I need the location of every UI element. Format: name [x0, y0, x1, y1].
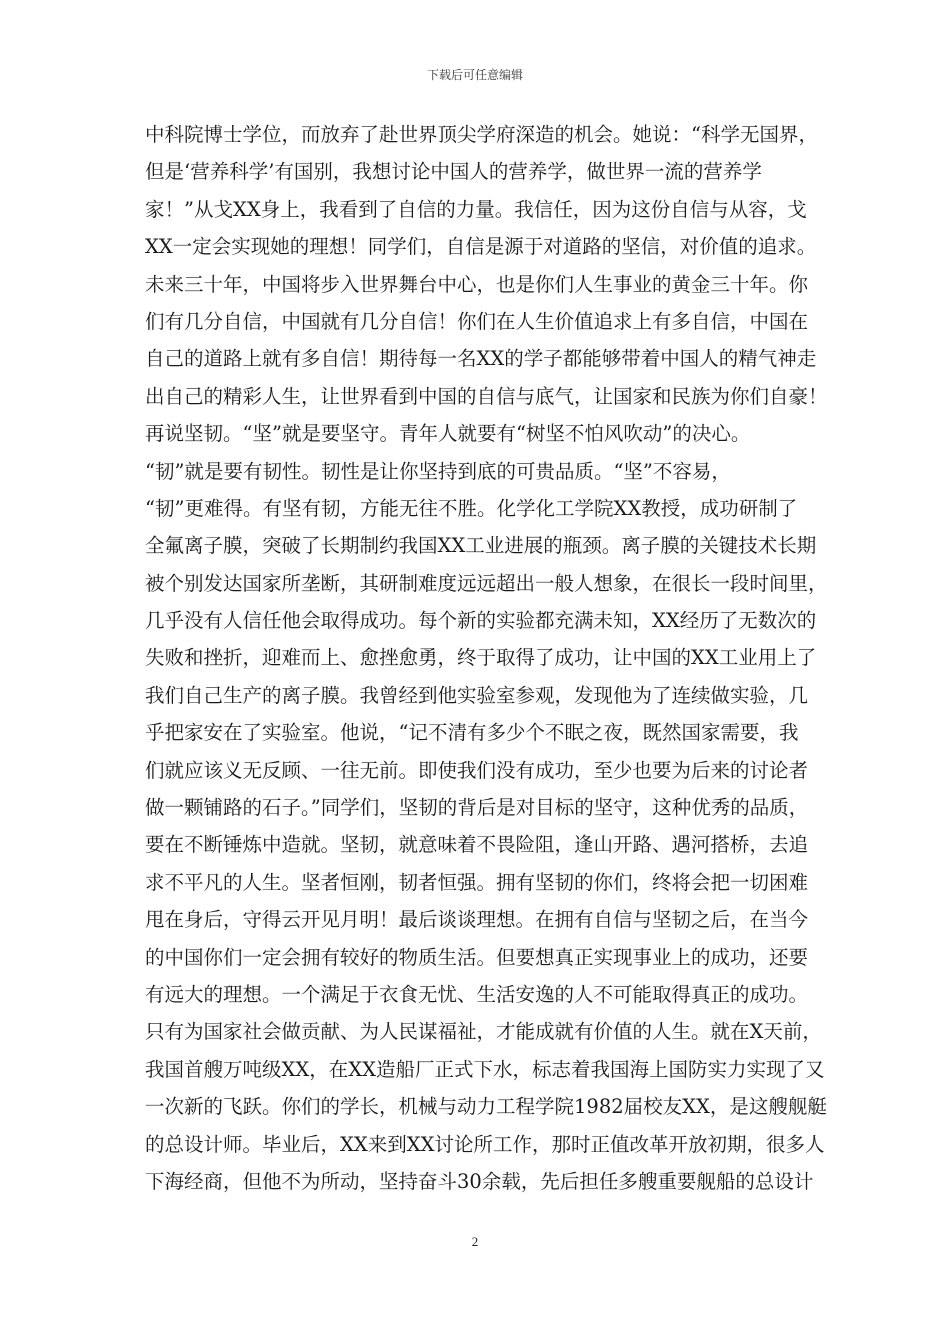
text-line: 们有几分自信，中国就有几分自信！你们在人生价值追求上有多自信，中国在 — [145, 309, 809, 333]
text-line: 一次新的飞跃。你们的学长，机械与动力工程学院1982届校友XX，是这艘舰艇 — [145, 1095, 827, 1119]
text-line: 家！”从戈XX身上，我看到了自信的力量。我信任，因为这份自信与从容，戈 — [145, 197, 807, 221]
text-line: 求不平凡的人生。坚者恒刚，韧者恒强。拥有坚韧的你们，终将会把一切困难 — [145, 870, 809, 894]
text-line: 失败和挫折，迎难而上、愈挫愈勇，终于取得了成功，让中国的XX工业用上了 — [145, 646, 817, 670]
text-line: 几乎没有人信任他会取得成功。每个新的实验都充满未知，XX经历了无数次的 — [145, 609, 817, 633]
text-line: 有远大的理想。一个满足于衣食无忧、生活安逸的人不可能取得真正的成功。 — [145, 982, 809, 1006]
text-line: “韧”就是要有韧性。韧性是让你坚持到底的可贵品质。“坚”不容易， — [145, 459, 731, 483]
text-line: 出自己的精彩人生，让世界看到中国的自信与底气，让国家和民族为你们自豪！ — [145, 384, 828, 408]
text-line: 甩在身后，守得云开见月明！最后谈谈理想。在拥有自信与坚韧之后，在当今 — [145, 908, 809, 932]
text-line: 全氟离子膜，突破了长期制约我国XX工业进展的瓶颈。离子膜的关键技术长期 — [145, 534, 817, 558]
text-line: 被个别发达国家所垄断，其研制难度远远超出一般人想象，在很长一段时间里， — [145, 571, 828, 595]
text-line: 我们自己生产的离子膜。我曾经到他实验室参观，发现他为了连续做实验，几 — [145, 683, 809, 707]
text-line: 的总设计师。毕业后，XX来到XX讨论所工作，那时正值改革开放初期，很多人 — [145, 1132, 825, 1156]
text-line: 乎把家安在了实验室。他说，“记不清有多少个不眠之夜，既然国家需要，我 — [145, 721, 799, 745]
text-line: 再说坚韧。“坚”就是要坚守。青年人就要有“树坚不怕风吹动”的决心。 — [145, 422, 751, 446]
text-line: “韧”更难得。有坚有韧，方能无往不胜。化学化工学院XX教授，成功研制了 — [145, 496, 798, 520]
text-line: 要在不断锤炼中造就。坚韧，就意味着不畏险阻，逢山开路、遇河搭桥，去追 — [145, 833, 809, 857]
body-text — [145, 116, 828, 1200]
text-line: 的中国你们一定会拥有较好的物质生活。但要想真正实现事业上的成功，还要 — [145, 945, 809, 969]
text-line: 下海经商，但他不为所动，坚持奋斗30余载，先后担任多艘重要舰船的总设计 — [145, 1169, 814, 1193]
text-line: 中科院博士学位，而放弃了赴世界顶尖学府深造的机会。她说：“科学无国界， — [145, 123, 818, 146]
text-line: 自己的道路上就有多自信！期待每一名XX的学子都能够带着中国人的精气神走 — [145, 347, 817, 371]
text-line: 们就应该义无反顾、一往无前。即使我们没有成功，至少也要为后来的讨论者 — [145, 758, 809, 782]
text-line: 我国首艘万吨级XX，在XX造船厂正式下水，标志着我国海上国防实力实现了又 — [145, 1057, 825, 1081]
text-line: 未来三十年，中国将步入世界舞台中心，也是你们人生事业的黄金三十年。你 — [145, 272, 809, 296]
text-line: 做一颗铺路的石子。”同学们，坚韧的背后是对目标的坚守，这种优秀的品质， — [145, 796, 809, 820]
page-number: 2 — [471, 1234, 479, 1249]
text-line: 但是‘营养科学’有国别，我想讨论中国人的营养学，做世界一流的营养学 — [145, 160, 762, 184]
text-line: 只有为国家社会做贡献、为人民谋福祉，才能成就有价值的人生。就在X天前， — [145, 1020, 822, 1044]
text-line: XX一定会实现她的理想！同学们，自信是源于对道路的坚信，对价值的追求。 — [145, 235, 817, 259]
page-header: 下载后可任意编辑 — [426, 68, 523, 82]
